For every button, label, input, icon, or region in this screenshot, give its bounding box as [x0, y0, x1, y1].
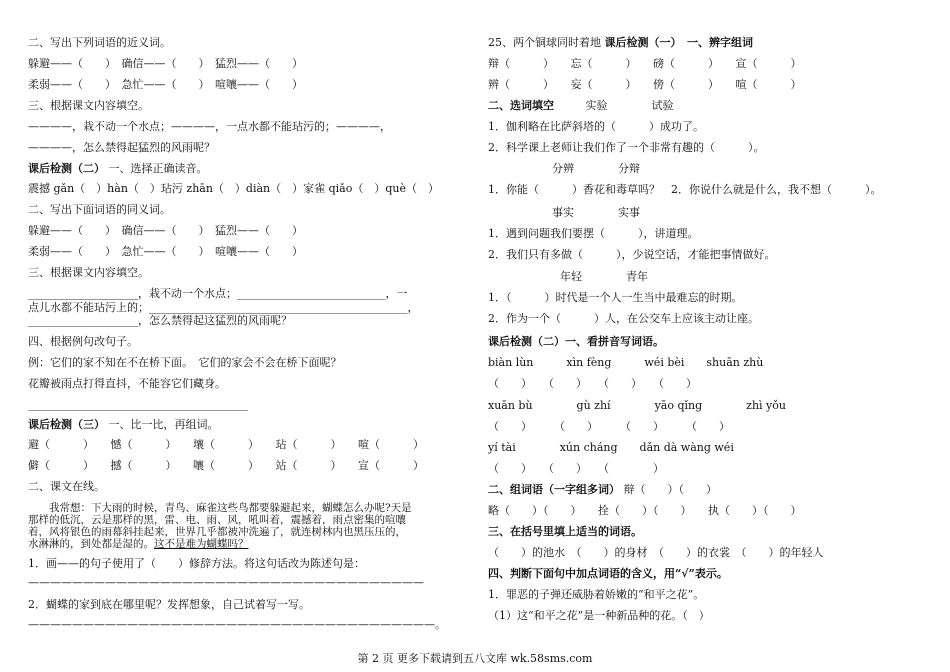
word-choices: 实验 试验	[585, 99, 674, 112]
passage-text: 水淋淋的，到处都是湿的。	[28, 538, 154, 550]
left-line-26: 2．蝴蝶的家到底在哪里呢？发挥想象，自己试着写一写。	[28, 598, 310, 611]
pinyin-row-1: biàn lùn xìn fèng wéi bèi shuān zhù	[488, 356, 764, 369]
right-header	[488, 36, 753, 50]
word-choices: 分辨 分辩	[552, 162, 640, 175]
left-line-19: ________________________________________	[28, 398, 248, 411]
right-section-title: 课后检测（二）一、看拼音写词语。	[488, 335, 664, 348]
word-items: 辩（ ）（ ）	[623, 483, 717, 496]
section-title: 二、组词语（一字组多词）	[488, 483, 620, 496]
right-section-title: 四、判断下面句中加点词语的含义，用“√”表示。	[488, 567, 728, 580]
left-section-header-3	[28, 418, 219, 432]
right-line-22	[488, 483, 717, 497]
right-line-3: 辨（ ） 妄（ ） 傍（ ） 喧（ ）	[488, 78, 802, 91]
left-line-2: 躲避——（ ） 确信——（ ） 猛烈——（ ）	[28, 57, 303, 70]
left-line-21: 避（ ） 憾（ ） 壤（ ） 玷（ ） 喧（ ）	[28, 438, 424, 451]
right-line-14: 2．作为一个（ ）人，在公交车上应该主动让座。	[488, 312, 759, 325]
right-line-11: 2．我们只有多做（ ），少说空话，才能把事情做好。	[488, 248, 776, 261]
word-choices: 事实 实事	[552, 206, 640, 219]
left-line-27: —————————————————————————————————————。	[28, 618, 446, 631]
left-line-17: 例：它们的家不知在不在桥下面。 它们的家会不会在桥下面呢？	[28, 356, 342, 369]
word-choices: 年轻 青年	[560, 270, 648, 283]
section-title: 二、选词填空	[488, 99, 554, 112]
section-title: 课后检测（三）	[28, 418, 105, 431]
right-line-2: 辩（ ） 忘（ ） 磅（ ） 宣（ ）	[488, 57, 802, 70]
lesson-title: 25、两个铜球同时着地	[488, 36, 601, 49]
left-line-6: ————，怎么禁得起猛烈的风雨呢？	[28, 141, 215, 154]
left-line-14: 点儿水都不能玷污上的；_______________________________________________，	[28, 301, 419, 314]
left-line-12: 三、根据课文内容填空。	[28, 266, 149, 279]
left-line-5: ————，栽不动一个水点；————，一点水都不能玷污的；————，	[28, 120, 391, 133]
left-line-3: 柔弱——（ ） 急忙——（ ） 喧嚷——（ ）	[28, 78, 303, 91]
answer-row-3: （ ） （ ） （ ）	[488, 462, 664, 475]
pinyin-row-3: yí tài xún cháng dǎn dà wàng wéi	[488, 441, 734, 454]
passage-line-3: 着，风将银色的雨幕斜挂起来，世界几乎都被冲洗遍了，就连树林内也黑压压的，	[28, 526, 406, 538]
passage-line-4	[28, 537, 249, 551]
section-title: 课后检测（一） 一、辨字组词	[604, 36, 753, 49]
section-title: 课后检测（二）	[28, 162, 105, 175]
right-line-25: （ ）的池水 （ ）的身材 （ ）的衣裳 （ ）的年轻人	[488, 546, 824, 559]
underlined-sentence: 这不是难为蝴蝶吗？	[154, 538, 249, 550]
right-line-6: 2．科学课上老师让我们作了一个非常有趣的（ ）。	[488, 141, 765, 154]
left-line-11: 柔弱——（ ） 急忙——（ ） 喧嚷——（ ）	[28, 245, 303, 258]
section-subtitle: 一、选择正确读音。	[108, 162, 208, 175]
right-line-5: 1．伽利略在比萨斜塔的（ ）成功了。	[488, 120, 704, 133]
right-line-23: 略（ ）（ ） 拴（ ）（ ） 执（ ）（ ）	[488, 504, 802, 517]
right-line-8: 1．你能（ ）香花和毒草吗？ 2．你说什么就是什么，我不想（ ）。	[488, 183, 882, 196]
left-line-10: 躲避——（ ） 确信——（ ） 猛烈——（ ）	[28, 224, 303, 237]
left-line-18: 花瓣被雨点打得直抖，不能容它们藏身。	[28, 377, 226, 390]
left-line-24: 1．画——的句子使用了（ ）修辞方法。将这句话改为陈述句是：	[28, 557, 365, 570]
right-line-27: 1．罪恶的子弹还威胁着娇嫩的“和平之花”。	[488, 588, 705, 601]
right-line-28: （1）这“和平之花”是一种新品种的花。（ ）	[488, 609, 710, 622]
right-line-10: 1．遇到问题我们要摆（ ），讲道理。	[488, 227, 699, 240]
answer-row-1: （ ） （ ） （ ） （ ）	[488, 377, 697, 390]
left-line-25: ————————————————————————————————————	[28, 576, 424, 589]
pinyin-row-2: xuān bù gù zhí yāo qǐng zhì yǒu	[488, 399, 786, 412]
answer-row-2: （ ） （ ） （ ） （ ）	[488, 420, 730, 433]
left-line-16: 四、根据例句改句子。	[28, 335, 138, 348]
left-line-23: 二、课文在线。	[28, 480, 105, 493]
left-line-8: 震撼 gǎn（ ）hàn（ ）玷污 zhān（ ）diàn（ ）家雀 qiǎo（ ）què（ ）	[28, 182, 439, 195]
page-footer: 第 2 页 更多下载请到五八文库 wk.58sms.com	[357, 652, 593, 665]
right-line-4	[488, 99, 674, 113]
left-line-9: 二、写出下面词语的同义词。	[28, 203, 171, 216]
right-section-title: 三、在括号里填上适当的词语。	[488, 525, 642, 538]
section-subtitle: 一、比一比，再组词。	[108, 418, 219, 431]
passage-line-1: 我常想：下大雨的时候，青鸟、麻雀这些鸟都要躲避起来，蝴蝶怎么办呢?天是	[28, 502, 412, 514]
right-line-13: 1．（ ）时代是一个人一生当中最难忘的时期。	[488, 291, 743, 304]
left-section-header-2	[28, 162, 208, 176]
left-line-13: ____________________，栽不动一个水点；___________________________，一	[28, 287, 408, 300]
left-line-4: 三、根据课文内容填空。	[28, 99, 149, 112]
left-line-22: 僻（ ） 撼（ ） 嚷（ ） 站（ ） 宣（ ）	[28, 459, 424, 472]
passage-line-2: 那样的低沉，云是那样的黑，雷、电、雨、风，吼叫着，震撼着，雨点密集的喧嚷	[28, 514, 406, 526]
left-line-15: ____________________，怎么禁得起这猛烈的风雨呢？	[28, 314, 292, 327]
left-line-1: 二、写出下列词语的近义词。	[28, 36, 171, 49]
